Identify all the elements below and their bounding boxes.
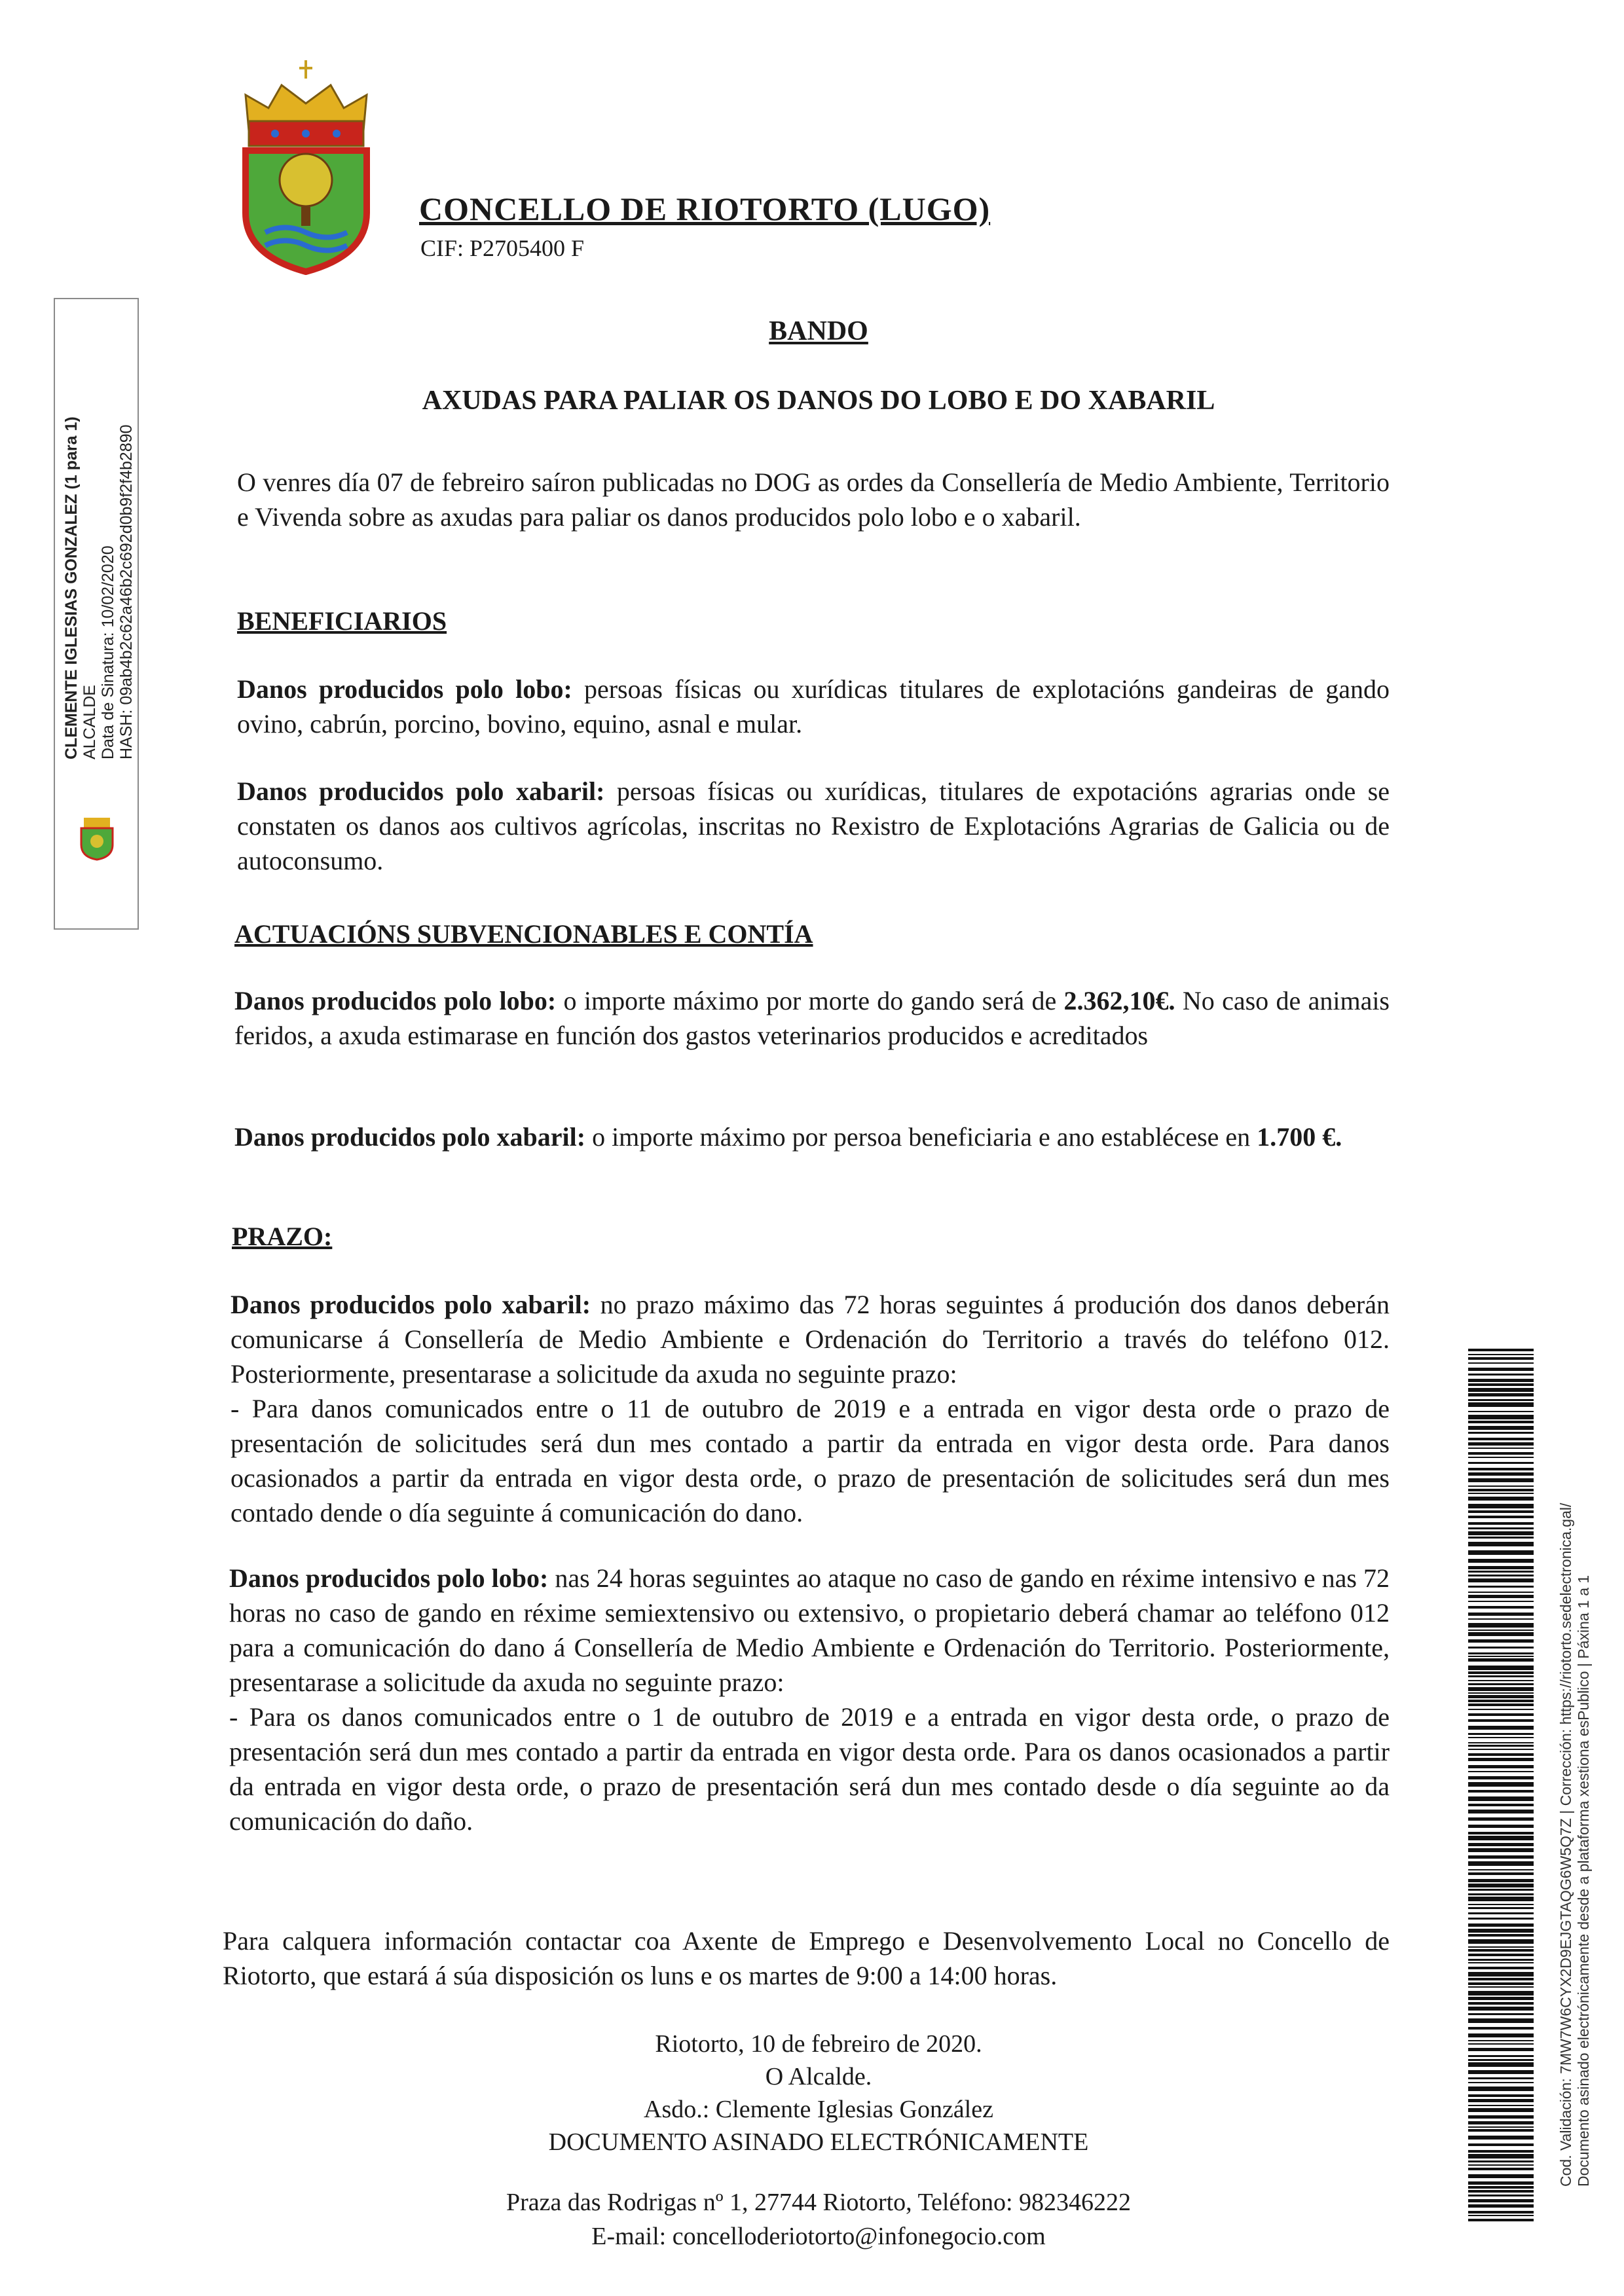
coat-of-arms-logo <box>236 59 377 275</box>
validation-text <box>1557 1336 1593 2187</box>
stamp-role: ALCALDE <box>81 685 99 759</box>
beneficiarios-lobo-label: Danos producidos polo lobo: <box>237 674 572 704</box>
signature-electronic-note: DOCUMENTO ASINADO ELECTRÓNICAMENTE <box>548 2128 1089 2156</box>
section-heading-actuacions: ACTUACIÓNS SUBVENCIONABLES E CONTÍA <box>234 919 813 949</box>
prazo-xabaril-paragraph <box>231 1287 1390 1530</box>
prazo-xabaril-item: - Para danos comunicados entre o 11 de outubro de 2019 e a entrada en vigor desta orde o prazo de presentación de solicitudes será dun mes contado a partir da entrada en vigor desta orde. Para danos ocasionados a partir da entrada en vigor desta orde, o prazo de presentación de solicitudes será dun mes contado dende o día seguinte á comunicación do dano. <box>231 1394 1390 1527</box>
prazo-xabaril-text: no prazo máximo das 72 horas seguintes á produción dos danos deberán comunicarse á Consellería de Medio Ambiente e Ordenación do Territorio a través do teléfono 012. Posteriormente, presentarase a solicitude da axuda no seguinte prazo: <box>231 1290 1390 1389</box>
organization-title: CONCELLO DE RIOTORTO (LUGO) <box>419 191 991 227</box>
actuacions-xabaril-paragraph <box>234 1120 1390 1154</box>
document-type-heading: BANDO <box>769 316 868 346</box>
stamp-hash: HASH: 09ab4b2c62a46b2c692d0b9f2f4b2890 <box>117 424 136 759</box>
prazo-lobo-label: Danos producidos polo lobo: <box>229 1563 549 1593</box>
actuacions-lobo-paragraph <box>234 983 1390 1053</box>
stamp-crest-icon <box>65 815 128 861</box>
section-heading-beneficiarios: BENEFICIARIOS <box>237 606 447 636</box>
validation-platform-line: Documento asinado electrónicamente desde a plataforma xestiona esPublico | Páxina 1 a 1 <box>1575 1575 1592 2187</box>
footer-address: Praza das Rodrigas nº 1, 27744 Riotorto, Teléfono: 982346222 <box>506 2189 1132 2216</box>
prazo-lobo-text: nas 24 horas seguintes ao ataque no caso de gando en réxime intensivo e nas 72 horas no caso de gando en réxime semiextensivo ou extensivo, o propietario deberá chamar ao teléfono 012 para a comunicación do dano á Consellería de Medio Ambiente e Ordenación do Territorio. Posteriormente, presentarase a solicitude da axuda no seguinte prazo: <box>229 1563 1390 1697</box>
beneficiarios-xabaril-paragraph <box>237 774 1390 878</box>
actuacions-lobo-label: Danos producidos polo lobo: <box>234 986 557 1015</box>
stamp-signer: CLEMENTE IGLESIAS GONZALEZ (1 para 1) <box>62 416 81 759</box>
organization-cif: CIF: P2705400 F <box>420 235 585 261</box>
actuacions-lobo-amount: 2.362,10€. <box>1063 986 1175 1015</box>
actuacions-lobo-text-1: o importe máximo por morte do gando será de <box>556 986 1064 1015</box>
contact-paragraph: Para calquera información contactar coa Axente de Emprego e Desenvolvemento Local no Concello de Riotorto, que estará á súa disposición os luns e os martes de 9:00 a 14:00 horas. <box>223 1926 1390 1990</box>
footer-email: E-mail: concelloderiotorto@infonegocio.com <box>591 2223 1046 2250</box>
signature-role: O Alcalde. <box>765 2063 872 2090</box>
validation-code-line: Cod. Validación: 7MW7W6CYX2D9EJGTAQG6W5Q7Z | Corrección: https://riotorto.sedelectronica.gal/ <box>1557 1503 1574 2187</box>
prazo-lobo-paragraph <box>229 1561 1390 1838</box>
prazo-lobo-item: - Para os danos comunicados entre o 1 de outubro de 2019 e a entrada en vigor desta orde, o prazo de presentación será dun mes contado a partir da entrada en vigor desta orde. Para os danos ocasionados a partir da entrada en vigor desta orde, o prazo de presentación será dun mes contado desde o día seguinte ao da comunicación do daño. <box>229 1702 1390 1836</box>
actuacions-xabaril-label: Danos producidos polo xabaril: <box>234 1122 586 1152</box>
stamp-date: Data de Sinatura: 10/02/2020 <box>99 545 117 759</box>
actuacions-lobo-text-2: No caso de animais feridos, a axuda estimarase en función dos gastos veterinarios producidos e acreditados <box>234 986 1390 1050</box>
actuacions-xabaril-amount: 1.700 €. <box>1257 1122 1342 1152</box>
beneficiarios-xabaril-label: Danos producidos polo xabaril: <box>237 776 605 806</box>
intro-paragraph: O venres día 07 de febreiro saíron publicadas no DOG as ordes da Consellería de Medio Ambiente, Territorio e Vivenda sobre as axudas para paliar os danos producidos polo lobo e o xabaril. <box>237 467 1390 532</box>
section-heading-prazo: PRAZO: <box>232 1222 333 1251</box>
beneficiarios-xabaril-text: persoas físicas ou xurídicas, titulares de expotacións agrarias onde se constaten os danos aos cultivos agrícolas, inscritas no Rexistro de Explotacións Agrarias de Galicia ou de autoconsumo. <box>237 776 1390 875</box>
signature-signer: Asdo.: Clemente Iglesias González <box>644 2096 993 2123</box>
actuacions-xabaril-text: o importe máximo por persoa beneficiaria e ano establécese en <box>585 1122 1257 1152</box>
prazo-xabaril-label: Danos producidos polo xabaril: <box>231 1290 591 1319</box>
beneficiarios-lobo-text: persoas físicas ou xurídicas titulares de explotacións gandeiras de gando ovino, cabrún, porcino, bovino, equino, asnal e mular. <box>237 674 1390 738</box>
validation-barcode <box>1468 1349 1534 2223</box>
document-subject-heading: AXUDAS PARA PALIAR OS DANOS DO LOBO E DO XABARIL <box>422 386 1215 416</box>
signature-stamp-text <box>62 39 136 759</box>
signature-place-date: Riotorto, 10 de febreiro de 2020. <box>655 2030 982 2058</box>
beneficiarios-lobo-paragraph <box>237 672 1390 741</box>
